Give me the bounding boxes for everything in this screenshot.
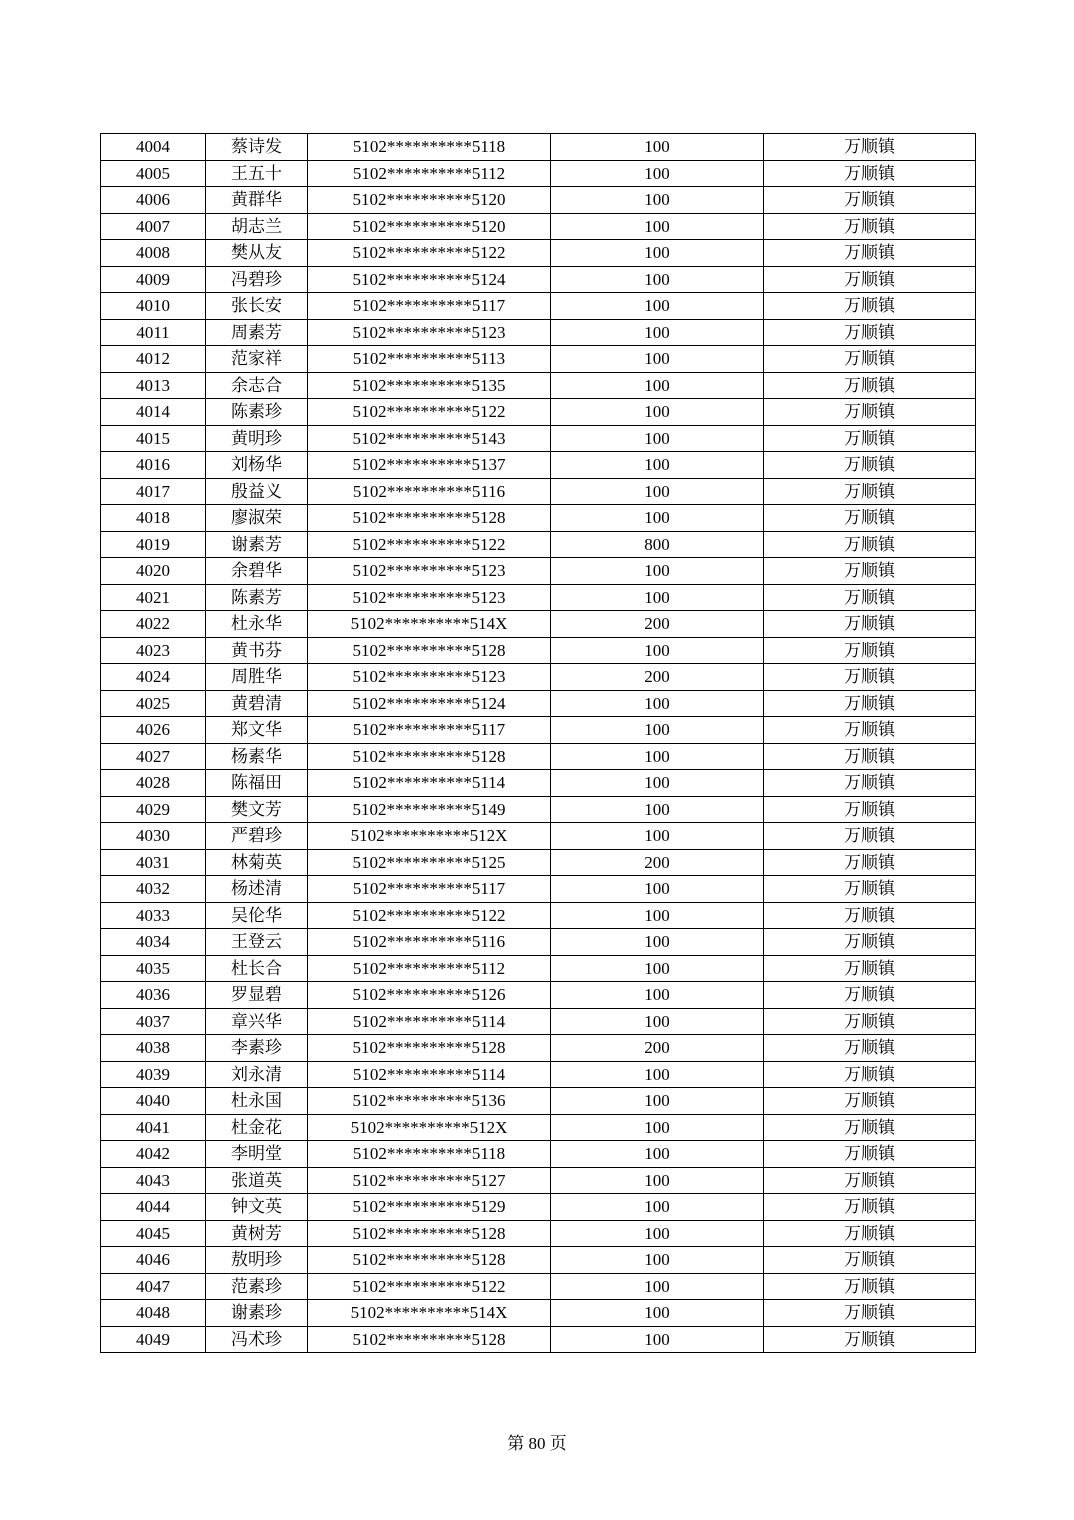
amount-cell: 100	[551, 1220, 764, 1247]
town-cell: 万顺镇	[764, 690, 976, 717]
amount-cell: 100	[551, 1194, 764, 1221]
name-cell: 张道英	[206, 1167, 308, 1194]
amount-cell: 100	[551, 240, 764, 267]
table-row	[101, 558, 976, 585]
name-cell: 冯碧珍	[206, 266, 308, 293]
id-number-cell: 5102**********512X	[308, 1114, 551, 1141]
town-cell: 万顺镇	[764, 346, 976, 373]
town-cell: 万顺镇	[764, 876, 976, 903]
id-number-cell: 5102**********5112	[308, 955, 551, 982]
town-cell: 万顺镇	[764, 399, 976, 426]
amount-cell: 100	[551, 372, 764, 399]
serial-cell: 4005	[101, 160, 206, 187]
serial-cell: 4045	[101, 1220, 206, 1247]
id-number-cell: 5102**********5129	[308, 1194, 551, 1221]
name-cell: 殷益义	[206, 478, 308, 505]
id-number-cell: 5102**********5117	[308, 293, 551, 320]
table-row	[101, 452, 976, 479]
amount-cell: 100	[551, 399, 764, 426]
id-number-cell: 5102**********5123	[308, 584, 551, 611]
table-row	[101, 849, 976, 876]
town-cell: 万顺镇	[764, 1088, 976, 1115]
town-cell: 万顺镇	[764, 1035, 976, 1062]
amount-cell: 100	[551, 1114, 764, 1141]
name-cell: 余碧华	[206, 558, 308, 585]
serial-cell: 4014	[101, 399, 206, 426]
town-cell: 万顺镇	[764, 478, 976, 505]
amount-cell: 100	[551, 1061, 764, 1088]
town-cell: 万顺镇	[764, 558, 976, 585]
serial-cell: 4021	[101, 584, 206, 611]
id-number-cell: 5102**********5117	[308, 876, 551, 903]
id-number-cell: 5102**********5114	[308, 1061, 551, 1088]
id-number-cell: 5102**********5128	[308, 1220, 551, 1247]
amount-cell: 100	[551, 1008, 764, 1035]
amount-cell: 100	[551, 796, 764, 823]
amount-cell: 100	[551, 1300, 764, 1327]
town-cell: 万顺镇	[764, 1247, 976, 1274]
name-cell: 王登云	[206, 929, 308, 956]
table-row	[101, 134, 976, 161]
table-row	[101, 399, 976, 426]
table-row	[101, 293, 976, 320]
id-number-cell: 5102**********514X	[308, 611, 551, 638]
table-row	[101, 823, 976, 850]
id-number-cell: 5102**********5116	[308, 478, 551, 505]
serial-cell: 4034	[101, 929, 206, 956]
id-number-cell: 5102**********5124	[308, 690, 551, 717]
name-cell: 黄群华	[206, 187, 308, 214]
name-cell: 谢素芳	[206, 531, 308, 558]
name-cell: 周素芳	[206, 319, 308, 346]
table-row	[101, 717, 976, 744]
id-number-cell: 5102**********5120	[308, 187, 551, 214]
name-cell: 谢素珍	[206, 1300, 308, 1327]
serial-cell: 4027	[101, 743, 206, 770]
id-number-cell: 5102**********5123	[308, 558, 551, 585]
town-cell: 万顺镇	[764, 425, 976, 452]
table-row	[101, 1220, 976, 1247]
amount-cell: 100	[551, 187, 764, 214]
serial-cell: 4041	[101, 1114, 206, 1141]
town-cell: 万顺镇	[764, 240, 976, 267]
town-cell: 万顺镇	[764, 611, 976, 638]
table-row	[101, 1008, 976, 1035]
serial-cell: 4007	[101, 213, 206, 240]
serial-cell: 4025	[101, 690, 206, 717]
name-cell: 杜金花	[206, 1114, 308, 1141]
town-cell: 万顺镇	[764, 452, 976, 479]
table-row	[101, 1273, 976, 1300]
name-cell: 樊从友	[206, 240, 308, 267]
id-number-cell: 5102**********5114	[308, 1008, 551, 1035]
serial-cell: 4046	[101, 1247, 206, 1274]
name-cell: 范家祥	[206, 346, 308, 373]
town-cell: 万顺镇	[764, 796, 976, 823]
id-number-cell: 5102**********5135	[308, 372, 551, 399]
name-cell: 樊文芳	[206, 796, 308, 823]
table-row	[101, 1300, 976, 1327]
name-cell: 黄碧清	[206, 690, 308, 717]
table-row	[101, 160, 976, 187]
name-cell: 周胜华	[206, 664, 308, 691]
table-row	[101, 584, 976, 611]
table-row	[101, 478, 976, 505]
id-number-cell: 5102**********5117	[308, 717, 551, 744]
beneficiary-table	[100, 133, 976, 1353]
name-cell: 章兴华	[206, 1008, 308, 1035]
serial-cell: 4031	[101, 849, 206, 876]
serial-cell: 4009	[101, 266, 206, 293]
name-cell: 陈素芳	[206, 584, 308, 611]
name-cell: 黄明珍	[206, 425, 308, 452]
serial-cell: 4017	[101, 478, 206, 505]
id-number-cell: 5102**********5122	[308, 399, 551, 426]
name-cell: 蔡诗发	[206, 134, 308, 161]
id-number-cell: 5102**********5122	[308, 902, 551, 929]
table-row	[101, 902, 976, 929]
serial-cell: 4024	[101, 664, 206, 691]
amount-cell: 100	[551, 558, 764, 585]
amount-cell: 100	[551, 505, 764, 532]
serial-cell: 4043	[101, 1167, 206, 1194]
amount-cell: 100	[551, 452, 764, 479]
serial-cell: 4020	[101, 558, 206, 585]
town-cell: 万顺镇	[764, 266, 976, 293]
amount-cell: 100	[551, 293, 764, 320]
name-cell: 陈素珍	[206, 399, 308, 426]
table-row	[101, 1088, 976, 1115]
town-cell: 万顺镇	[764, 531, 976, 558]
amount-cell: 100	[551, 478, 764, 505]
table-row	[101, 876, 976, 903]
amount-cell: 200	[551, 849, 764, 876]
serial-cell: 4016	[101, 452, 206, 479]
id-number-cell: 5102**********5143	[308, 425, 551, 452]
amount-cell: 100	[551, 717, 764, 744]
serial-cell: 4004	[101, 134, 206, 161]
amount-cell: 100	[551, 213, 764, 240]
name-cell: 黄树芳	[206, 1220, 308, 1247]
serial-cell: 4048	[101, 1300, 206, 1327]
amount-cell: 100	[551, 955, 764, 982]
id-number-cell: 5102**********5118	[308, 1141, 551, 1168]
town-cell: 万顺镇	[764, 717, 976, 744]
name-cell: 李素珍	[206, 1035, 308, 1062]
name-cell: 严碧珍	[206, 823, 308, 850]
amount-cell: 100	[551, 1273, 764, 1300]
table-row	[101, 1326, 976, 1353]
amount-cell: 100	[551, 160, 764, 187]
town-cell: 万顺镇	[764, 293, 976, 320]
table-row	[101, 637, 976, 664]
town-cell: 万顺镇	[764, 1061, 976, 1088]
town-cell: 万顺镇	[764, 134, 976, 161]
name-cell: 李明堂	[206, 1141, 308, 1168]
town-cell: 万顺镇	[764, 160, 976, 187]
id-number-cell: 5102**********5128	[308, 1247, 551, 1274]
amount-cell: 800	[551, 531, 764, 558]
town-cell: 万顺镇	[764, 929, 976, 956]
id-number-cell: 5102**********5127	[308, 1167, 551, 1194]
town-cell: 万顺镇	[764, 1273, 976, 1300]
table-row	[101, 213, 976, 240]
id-number-cell: 5102**********5122	[308, 1273, 551, 1300]
table-row	[101, 796, 976, 823]
name-cell: 刘杨华	[206, 452, 308, 479]
serial-cell: 4026	[101, 717, 206, 744]
name-cell: 杜永华	[206, 611, 308, 638]
table-row	[101, 929, 976, 956]
table-row	[101, 319, 976, 346]
id-number-cell: 5102**********5116	[308, 929, 551, 956]
table-row	[101, 611, 976, 638]
town-cell: 万顺镇	[764, 1167, 976, 1194]
town-cell: 万顺镇	[764, 1114, 976, 1141]
name-cell: 吴伦华	[206, 902, 308, 929]
table-row	[101, 266, 976, 293]
town-cell: 万顺镇	[764, 372, 976, 399]
id-number-cell: 5102**********5122	[308, 531, 551, 558]
serial-cell: 4006	[101, 187, 206, 214]
table-row	[101, 690, 976, 717]
amount-cell: 100	[551, 929, 764, 956]
amount-cell: 100	[551, 346, 764, 373]
town-cell: 万顺镇	[764, 1326, 976, 1353]
id-number-cell: 5102**********5128	[308, 637, 551, 664]
id-number-cell: 5102**********5126	[308, 982, 551, 1009]
table-row	[101, 1114, 976, 1141]
id-number-cell: 5102**********5128	[308, 1326, 551, 1353]
id-number-cell: 5102**********5112	[308, 160, 551, 187]
town-cell: 万顺镇	[764, 1220, 976, 1247]
town-cell: 万顺镇	[764, 823, 976, 850]
amount-cell: 100	[551, 770, 764, 797]
name-cell: 杨素华	[206, 743, 308, 770]
serial-cell: 4015	[101, 425, 206, 452]
town-cell: 万顺镇	[764, 637, 976, 664]
id-number-cell: 5102**********5123	[308, 664, 551, 691]
serial-cell: 4039	[101, 1061, 206, 1088]
serial-cell: 4029	[101, 796, 206, 823]
town-cell: 万顺镇	[764, 1300, 976, 1327]
amount-cell: 100	[551, 584, 764, 611]
serial-cell: 4010	[101, 293, 206, 320]
name-cell: 敖明珍	[206, 1247, 308, 1274]
town-cell: 万顺镇	[764, 982, 976, 1009]
id-number-cell: 5102**********5124	[308, 266, 551, 293]
name-cell: 王五十	[206, 160, 308, 187]
amount-cell: 100	[551, 1167, 764, 1194]
amount-cell: 100	[551, 876, 764, 903]
amount-cell: 100	[551, 743, 764, 770]
table-row	[101, 372, 976, 399]
serial-cell: 4011	[101, 319, 206, 346]
town-cell: 万顺镇	[764, 584, 976, 611]
id-number-cell: 5102**********5128	[308, 1035, 551, 1062]
town-cell: 万顺镇	[764, 849, 976, 876]
table-row	[101, 346, 976, 373]
town-cell: 万顺镇	[764, 770, 976, 797]
town-cell: 万顺镇	[764, 187, 976, 214]
id-number-cell: 5102**********5123	[308, 319, 551, 346]
serial-cell: 4019	[101, 531, 206, 558]
serial-cell: 4008	[101, 240, 206, 267]
amount-cell: 200	[551, 611, 764, 638]
name-cell: 郑文华	[206, 717, 308, 744]
amount-cell: 100	[551, 425, 764, 452]
name-cell: 钟文英	[206, 1194, 308, 1221]
name-cell: 范素珍	[206, 1273, 308, 1300]
serial-cell: 4037	[101, 1008, 206, 1035]
name-cell: 罗显碧	[206, 982, 308, 1009]
town-cell: 万顺镇	[764, 664, 976, 691]
serial-cell: 4032	[101, 876, 206, 903]
serial-cell: 4022	[101, 611, 206, 638]
serial-cell: 4023	[101, 637, 206, 664]
serial-cell: 4013	[101, 372, 206, 399]
serial-cell: 4042	[101, 1141, 206, 1168]
table-row	[101, 664, 976, 691]
serial-cell: 4044	[101, 1194, 206, 1221]
id-number-cell: 5102**********5118	[308, 134, 551, 161]
table-row	[101, 743, 976, 770]
table-row	[101, 1061, 976, 1088]
town-cell: 万顺镇	[764, 955, 976, 982]
table-row	[101, 770, 976, 797]
serial-cell: 4018	[101, 505, 206, 532]
table-row	[101, 1035, 976, 1062]
table-row	[101, 531, 976, 558]
name-cell: 廖淑荣	[206, 505, 308, 532]
amount-cell: 200	[551, 664, 764, 691]
serial-cell: 4040	[101, 1088, 206, 1115]
amount-cell: 100	[551, 1088, 764, 1115]
serial-cell: 4033	[101, 902, 206, 929]
table-row	[101, 1167, 976, 1194]
id-number-cell: 5102**********5149	[308, 796, 551, 823]
id-number-cell: 5102**********514X	[308, 1300, 551, 1327]
id-number-cell: 5102**********5125	[308, 849, 551, 876]
name-cell: 杜永国	[206, 1088, 308, 1115]
table-row	[101, 955, 976, 982]
serial-cell: 4038	[101, 1035, 206, 1062]
id-number-cell: 5102**********5128	[308, 743, 551, 770]
town-cell: 万顺镇	[764, 1008, 976, 1035]
name-cell: 杨述清	[206, 876, 308, 903]
amount-cell: 100	[551, 1141, 764, 1168]
table-row	[101, 505, 976, 532]
name-cell: 杜长合	[206, 955, 308, 982]
amount-cell: 100	[551, 134, 764, 161]
amount-cell: 100	[551, 823, 764, 850]
id-number-cell: 5102**********5137	[308, 452, 551, 479]
name-cell: 黄书芬	[206, 637, 308, 664]
table-row	[101, 1247, 976, 1274]
serial-cell: 4047	[101, 1273, 206, 1300]
table-row	[101, 187, 976, 214]
town-cell: 万顺镇	[764, 902, 976, 929]
town-cell: 万顺镇	[764, 1194, 976, 1221]
amount-cell: 100	[551, 637, 764, 664]
id-number-cell: 5102**********5136	[308, 1088, 551, 1115]
serial-cell: 4012	[101, 346, 206, 373]
amount-cell: 100	[551, 982, 764, 1009]
serial-cell: 4030	[101, 823, 206, 850]
id-number-cell: 5102**********5122	[308, 240, 551, 267]
name-cell: 刘永清	[206, 1061, 308, 1088]
page-number: 第 80 页	[507, 1434, 567, 1453]
id-number-cell: 5102**********5114	[308, 770, 551, 797]
id-number-cell: 5102**********5128	[308, 505, 551, 532]
name-cell: 冯术珍	[206, 1326, 308, 1353]
name-cell: 张长安	[206, 293, 308, 320]
amount-cell: 100	[551, 690, 764, 717]
table-row	[101, 425, 976, 452]
serial-cell: 4049	[101, 1326, 206, 1353]
table-row	[101, 1194, 976, 1221]
name-cell: 胡志兰	[206, 213, 308, 240]
id-number-cell: 5102**********512X	[308, 823, 551, 850]
amount-cell: 100	[551, 1326, 764, 1353]
town-cell: 万顺镇	[764, 1141, 976, 1168]
town-cell: 万顺镇	[764, 319, 976, 346]
serial-cell: 4036	[101, 982, 206, 1009]
amount-cell: 200	[551, 1035, 764, 1062]
table-row	[101, 982, 976, 1009]
town-cell: 万顺镇	[764, 743, 976, 770]
amount-cell: 100	[551, 902, 764, 929]
serial-cell: 4035	[101, 955, 206, 982]
serial-cell: 4028	[101, 770, 206, 797]
name-cell: 陈福田	[206, 770, 308, 797]
town-cell: 万顺镇	[764, 505, 976, 532]
name-cell: 余志合	[206, 372, 308, 399]
town-cell: 万顺镇	[764, 213, 976, 240]
beneficiary-table-body	[101, 134, 976, 1353]
name-cell: 林菊英	[206, 849, 308, 876]
table-row	[101, 240, 976, 267]
id-number-cell: 5102**********5113	[308, 346, 551, 373]
amount-cell: 100	[551, 319, 764, 346]
id-number-cell: 5102**********5120	[308, 213, 551, 240]
amount-cell: 100	[551, 1247, 764, 1274]
amount-cell: 100	[551, 266, 764, 293]
table-row	[101, 1141, 976, 1168]
